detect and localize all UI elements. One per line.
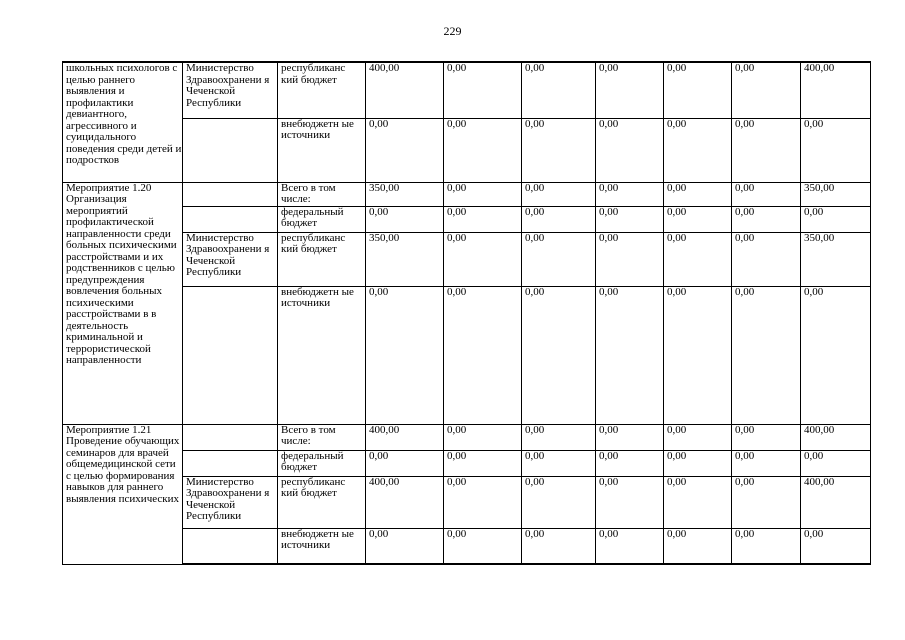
executor-cell	[183, 424, 278, 450]
amount-cell: 0,00	[801, 528, 871, 564]
amount-cell: 0,00	[596, 528, 664, 564]
amount-cell: 0,00	[522, 62, 596, 118]
amount-cell: 0,00	[801, 118, 871, 182]
amount-cell: 0,00	[664, 450, 732, 476]
amount-cell: 400,00	[366, 476, 444, 528]
amount-cell: 0,00	[522, 528, 596, 564]
amount-cell: 400,00	[801, 424, 871, 450]
executor-cell: Министерство Здравоохранени я Чеченской Республики	[183, 476, 278, 528]
amount-cell: 400,00	[366, 424, 444, 450]
funding-source-cell: федеральный бюджет	[278, 206, 366, 232]
amount-cell: 0,00	[444, 476, 522, 528]
executor-cell: Министерство Здравоохранени я Чеченской Республики	[183, 62, 278, 118]
table-row	[63, 118, 871, 182]
amount-cell: 0,00	[732, 476, 801, 528]
table-row	[63, 424, 871, 450]
amount-cell: 0,00	[444, 206, 522, 232]
amount-cell: 400,00	[366, 62, 444, 118]
amount-cell: 0,00	[664, 118, 732, 182]
amount-cell: 0,00	[596, 182, 664, 206]
amount-cell: 400,00	[801, 62, 871, 118]
executor-cell: Министерство Здравоохранени я Чеченской Республики	[183, 232, 278, 286]
executor-cell	[183, 118, 278, 182]
amount-cell: 0,00	[732, 286, 801, 424]
amount-cell: 0,00	[444, 450, 522, 476]
amount-cell: 0,00	[596, 424, 664, 450]
amount-cell: 0,00	[801, 206, 871, 232]
amount-cell: 0,00	[664, 476, 732, 528]
amount-cell: 0,00	[522, 476, 596, 528]
amount-cell: 0,00	[732, 424, 801, 450]
amount-cell: 0,00	[366, 206, 444, 232]
amount-cell: 0,00	[732, 232, 801, 286]
amount-cell: 0,00	[664, 528, 732, 564]
amount-cell: 400,00	[801, 476, 871, 528]
amount-cell: 0,00	[522, 286, 596, 424]
amount-cell: 0,00	[596, 206, 664, 232]
amount-cell: 0,00	[444, 232, 522, 286]
event-description: Мероприятие 1.20 Организация мероприятий профилактической направленности среди больных психическими расстройствами и их родственников с целью предупреждения вовлечения больных психическими расстройствами в в деятельность криминальной и террористической направленности	[63, 182, 183, 424]
funding-source-cell: внебюджетн ые источники	[278, 528, 366, 564]
amount-cell: 0,00	[596, 118, 664, 182]
amount-cell: 0,00	[664, 182, 732, 206]
amount-cell: 0,00	[444, 528, 522, 564]
amount-cell: 0,00	[664, 206, 732, 232]
funding-source-cell: федеральный бюджет	[278, 450, 366, 476]
table-row	[63, 182, 871, 206]
amount-cell: 0,00	[732, 118, 801, 182]
amount-cell: 0,00	[444, 286, 522, 424]
amount-cell: 0,00	[366, 286, 444, 424]
table-row	[63, 62, 871, 118]
amount-cell: 0,00	[444, 118, 522, 182]
table-row	[63, 232, 871, 286]
funding-source-cell: республиканс кий бюджет	[278, 232, 366, 286]
amount-cell: 0,00	[664, 424, 732, 450]
table-row	[63, 450, 871, 476]
funding-source-cell: Всего в том числе:	[278, 424, 366, 450]
amount-cell: 0,00	[522, 206, 596, 232]
amount-cell: 0,00	[664, 62, 732, 118]
amount-cell: 0,00	[664, 286, 732, 424]
executor-cell	[183, 182, 278, 206]
amount-cell: 0,00	[366, 528, 444, 564]
amount-cell: 0,00	[522, 118, 596, 182]
amount-cell: 350,00	[801, 232, 871, 286]
amount-cell: 0,00	[596, 286, 664, 424]
amount-cell: 0,00	[444, 424, 522, 450]
amount-cell: 0,00	[801, 286, 871, 424]
table-row	[63, 286, 871, 424]
funding-source-cell: внебюджетн ые источники	[278, 286, 366, 424]
amount-cell: 0,00	[596, 62, 664, 118]
amount-cell: 0,00	[366, 118, 444, 182]
budget-table	[62, 61, 871, 565]
page-number: 229	[443, 24, 462, 38]
amount-cell: 350,00	[366, 182, 444, 206]
amount-cell: 0,00	[444, 62, 522, 118]
funding-source-cell: республиканс кий бюджет	[278, 476, 366, 528]
amount-cell: 0,00	[596, 476, 664, 528]
amount-cell: 0,00	[522, 182, 596, 206]
amount-cell: 0,00	[366, 450, 444, 476]
funding-source-cell: Всего в том числе:	[278, 182, 366, 206]
amount-cell: 0,00	[522, 450, 596, 476]
amount-cell: 0,00	[801, 450, 871, 476]
table-row	[63, 206, 871, 232]
amount-cell: 350,00	[366, 232, 444, 286]
event-description: Мероприятие 1.21 Проведение обучающих семинаров для врачей общемедицинской сети с целью формирования навыков для раннего выявления психических	[63, 424, 183, 564]
table-row	[63, 528, 871, 564]
table-row	[63, 476, 871, 528]
amount-cell: 350,00	[801, 182, 871, 206]
amount-cell: 0,00	[522, 232, 596, 286]
funding-source-cell: республиканс кий бюджет	[278, 62, 366, 118]
executor-cell	[183, 286, 278, 424]
executor-cell	[183, 450, 278, 476]
event-description: школьных психологов с целью раннего выявления и профилактики девиантного, агрессивного и суицидального поведения среди детей и подростков	[63, 62, 183, 182]
amount-cell: 0,00	[732, 528, 801, 564]
amount-cell: 0,00	[732, 182, 801, 206]
amount-cell: 0,00	[732, 206, 801, 232]
amount-cell: 0,00	[664, 232, 732, 286]
amount-cell: 0,00	[444, 182, 522, 206]
executor-cell	[183, 206, 278, 232]
amount-cell: 0,00	[596, 232, 664, 286]
amount-cell: 0,00	[596, 450, 664, 476]
amount-cell: 0,00	[522, 424, 596, 450]
amount-cell: 0,00	[732, 450, 801, 476]
amount-cell: 0,00	[732, 62, 801, 118]
funding-source-cell: внебюджетн ые источники	[278, 118, 366, 182]
executor-cell	[183, 528, 278, 564]
